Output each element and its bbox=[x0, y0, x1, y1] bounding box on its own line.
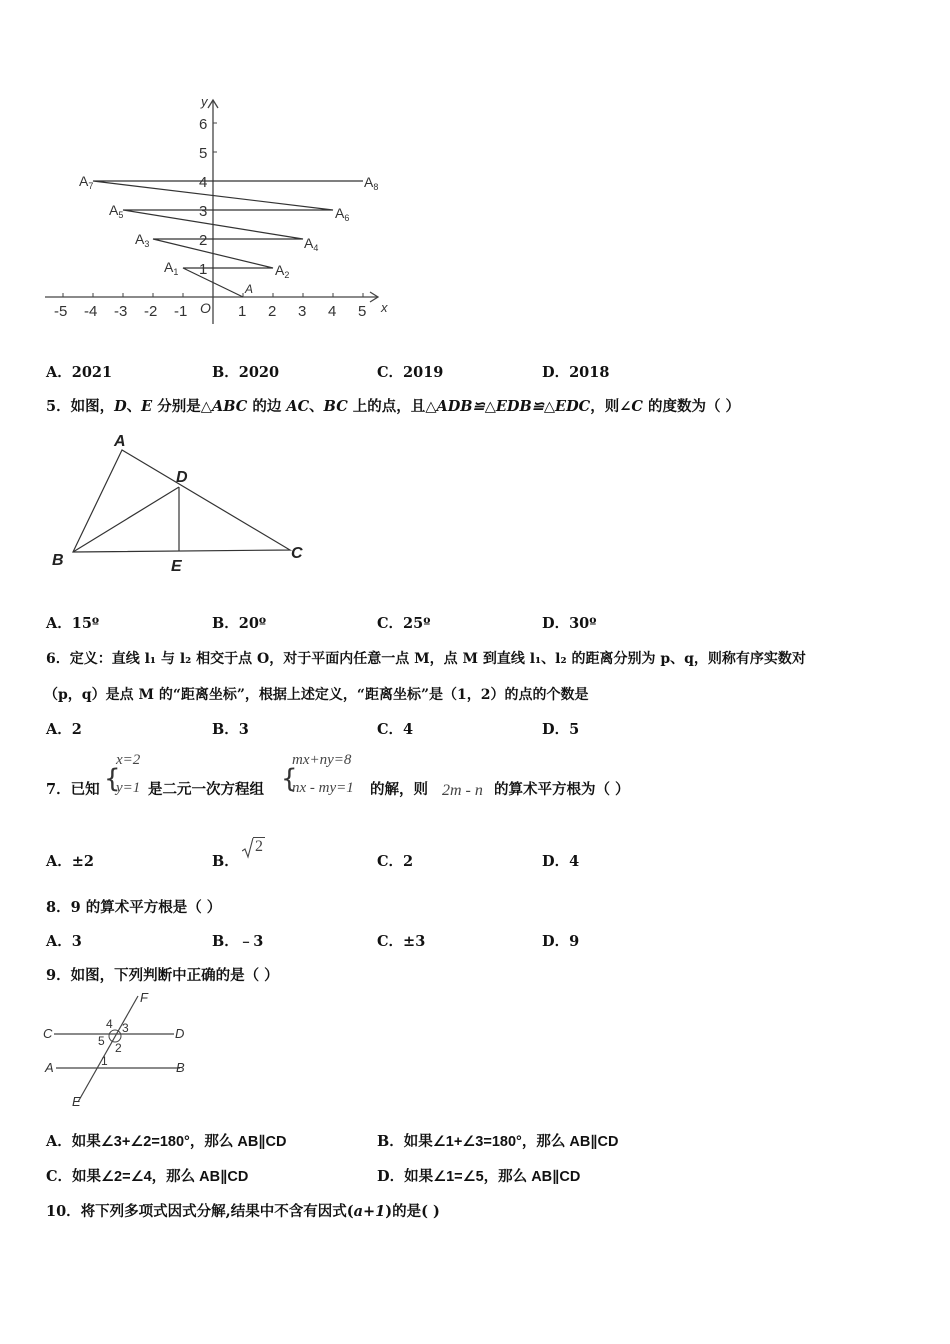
y-axis-label: y bbox=[201, 94, 208, 109]
vertex-label-b: B bbox=[52, 552, 64, 569]
angle-label-3: 3 bbox=[122, 1021, 129, 1035]
q7-option-c[interactable]: C．2 bbox=[377, 853, 414, 870]
vertex-label-a: A bbox=[114, 433, 126, 450]
q7-expression: 2m - n bbox=[442, 782, 483, 799]
y-tick-label: 5 bbox=[199, 145, 208, 162]
q9-option-d[interactable] bbox=[377, 1165, 580, 1186]
line-label-b: B bbox=[176, 1060, 185, 1075]
q7-text-a: 是二元一次方程组 bbox=[148, 781, 264, 798]
q7-system2-bottom: nx - my=1 bbox=[292, 780, 354, 796]
q9-option-d-text: 如果∠1=∠5，那么 AB∥CD bbox=[404, 1169, 581, 1185]
point-label-A8: $A_8$ bbox=[364, 174, 379, 192]
line-label-e: E bbox=[72, 1094, 81, 1109]
q7-brace-2: { bbox=[281, 764, 298, 794]
q5-math: AC bbox=[286, 398, 310, 415]
q5-text: 的度数为（ ） bbox=[642, 398, 741, 415]
q5-text: 的边 bbox=[247, 398, 287, 415]
q4-option-c[interactable]: C．2019 bbox=[377, 364, 444, 381]
q5-math: △ADB≌△EDB≌△EDC bbox=[425, 398, 591, 415]
y-tick-label: 1 bbox=[199, 261, 208, 278]
q9-option-a[interactable] bbox=[46, 1130, 286, 1151]
y-tick-label: 6 bbox=[199, 116, 208, 133]
origin-label: O bbox=[200, 300, 211, 316]
q6-option-a[interactable]: A．2 bbox=[46, 721, 82, 738]
point-label-A: A bbox=[245, 282, 254, 296]
q7-text-b: 的解，则 bbox=[370, 781, 428, 798]
q7-system2-top: mx+ny=8 bbox=[292, 752, 352, 768]
x-tick-label: -4 bbox=[84, 303, 98, 320]
q8-option-b[interactable]: B．﹣3 bbox=[212, 933, 264, 950]
x-tick-label: 5 bbox=[358, 303, 367, 320]
angle-label-4: 4 bbox=[106, 1017, 113, 1031]
x-tick-label: -1 bbox=[174, 303, 188, 320]
q9-option-b[interactable] bbox=[377, 1130, 618, 1151]
q7-option-b-label: B． bbox=[212, 853, 239, 870]
line-label-d: D bbox=[175, 1026, 185, 1041]
q5-math: ∠C bbox=[619, 398, 643, 415]
q8-option-d[interactable]: D．9 bbox=[542, 933, 580, 950]
q7-sqrt-radicand: 2 bbox=[255, 838, 263, 855]
x-tick-label: -3 bbox=[114, 303, 128, 320]
vertex-label-e: E bbox=[171, 558, 182, 575]
q5-math: △ABC bbox=[200, 398, 248, 415]
q7-system1-top: x=2 bbox=[116, 752, 141, 768]
y-tick-label: 3 bbox=[199, 203, 208, 220]
point-label-A4: $A_4$ bbox=[304, 235, 319, 253]
zigzag-path bbox=[93, 181, 363, 297]
x-tick-label: 4 bbox=[328, 303, 337, 320]
x-tick-label: -5 bbox=[54, 303, 68, 320]
q5-text: 如图， bbox=[70, 398, 115, 415]
q6-stem-line2: （p，q）是点 M 的“距离坐标”，根据上述定义，“距离坐标”是（1，2）的点的个数是 bbox=[44, 687, 589, 703]
q5-option-b[interactable]: B．20º bbox=[212, 615, 267, 632]
y-tick-label: 2 bbox=[199, 232, 208, 249]
point-label-A3: $A_3$ bbox=[135, 231, 150, 249]
q10-expression: a+1 bbox=[353, 1203, 386, 1220]
angle-label-5: 5 bbox=[98, 1034, 105, 1048]
q5-option-a[interactable]: A．15º bbox=[46, 615, 100, 632]
q7-system1-bottom: y=1 bbox=[116, 780, 141, 796]
q7-option-b[interactable] bbox=[212, 850, 239, 871]
q5-text: 上的点，且 bbox=[347, 398, 426, 415]
q4-option-a[interactable]: A．2021 bbox=[46, 364, 113, 381]
q5-triangle-figure bbox=[40, 430, 320, 580]
q9-option-b-prefix: B． bbox=[377, 1133, 404, 1150]
q5-math: BC bbox=[323, 398, 348, 415]
line-ef bbox=[78, 996, 138, 1102]
q10-text-b: )的是( ) bbox=[385, 1203, 440, 1220]
q9-option-d-prefix: D． bbox=[377, 1168, 405, 1185]
q9-option-b-text: 如果∠1+∠3=180°，那么 AB∥CD bbox=[403, 1134, 619, 1150]
triangle-abc bbox=[73, 450, 290, 552]
sqrt-icon bbox=[242, 836, 254, 860]
x-tick-label: 2 bbox=[268, 303, 277, 320]
q7-text-c: 的算术平方根为（ ） bbox=[494, 781, 630, 798]
q8-option-a[interactable]: A．3 bbox=[46, 933, 82, 950]
q6-option-c[interactable]: C．4 bbox=[377, 721, 414, 738]
q9-option-c-prefix: C． bbox=[46, 1168, 73, 1185]
q5-number: 5． bbox=[46, 398, 71, 415]
q6-option-d[interactable]: D．5 bbox=[542, 721, 580, 738]
point-label-A5: $A_5$ bbox=[109, 202, 124, 220]
q7-option-a[interactable]: A．±2 bbox=[46, 853, 94, 870]
q9-option-c-text: 如果∠2=∠4，那么 AB∥CD bbox=[72, 1169, 249, 1185]
q5-option-c[interactable]: C．25º bbox=[377, 615, 431, 632]
q7-option-d[interactable]: D．4 bbox=[542, 853, 580, 870]
q5-math: D bbox=[114, 398, 127, 415]
point-label-A2: $A_2$ bbox=[275, 262, 290, 280]
line-label-c: C bbox=[43, 1026, 53, 1041]
q5-text: 、 bbox=[126, 398, 142, 415]
line-label-f: F bbox=[140, 990, 148, 1005]
q4-option-b[interactable]: B．2020 bbox=[212, 364, 280, 381]
x-tick-label: 3 bbox=[298, 303, 307, 320]
q9-option-c[interactable] bbox=[46, 1165, 248, 1186]
q10-text-a: 10．将下列多项式因式分解,结果中不含有因式( bbox=[46, 1203, 354, 1220]
vertex-label-c: C bbox=[291, 545, 303, 562]
angle-label-2: 2 bbox=[115, 1041, 122, 1055]
x-tick-label: -2 bbox=[144, 303, 158, 320]
q9-parallel-lines-figure bbox=[40, 990, 200, 1110]
x-axis-label: x bbox=[381, 300, 388, 315]
point-label-A1: $A_1$ bbox=[164, 259, 179, 277]
q9-option-a-text: 如果∠3+∠2=180°，那么 AB∥CD bbox=[71, 1134, 287, 1150]
q7-brace-1: { bbox=[104, 764, 121, 794]
q5-text: ，则 bbox=[590, 398, 620, 415]
coordinate-figure bbox=[40, 92, 400, 332]
q6-option-b[interactable]: B．3 bbox=[212, 721, 249, 738]
q9-stem: 9．如图，下列判断中正确的是（ ） bbox=[46, 967, 279, 984]
q8-option-c[interactable]: C．±3 bbox=[377, 933, 426, 950]
point-label-A6: $A_6$ bbox=[335, 205, 350, 223]
angle-label-1: 1 bbox=[101, 1054, 108, 1068]
vertex-label-d: D bbox=[176, 469, 188, 486]
q5-text: 分别是 bbox=[152, 398, 201, 415]
y-tick-label: 4 bbox=[199, 174, 208, 191]
q5-option-d[interactable]: D．30º bbox=[542, 615, 597, 632]
q5-math: E bbox=[141, 398, 153, 415]
q6-stem-line1: 6．定义：直线 l₁ 与 l₂ 相交于点 O，对于平面内任意一点 M，点 M 到直线 l₁、l₂ 的距离分别为 p、q，则称有序实数对 bbox=[46, 651, 806, 667]
q7-number: 7．已知 bbox=[46, 781, 100, 798]
line-label-a: A bbox=[45, 1060, 54, 1075]
q8-stem: 8．9 的算术平方根是（ ） bbox=[46, 899, 222, 916]
q9-option-a-prefix: A． bbox=[46, 1133, 72, 1150]
q10-stem bbox=[46, 1200, 440, 1221]
q4-option-d[interactable]: D．2018 bbox=[542, 364, 610, 381]
point-label-A7: $A_7$ bbox=[79, 173, 94, 191]
q5-stem bbox=[46, 395, 740, 416]
q5-text: 、 bbox=[309, 398, 324, 415]
x-tick-label: 1 bbox=[238, 303, 247, 320]
